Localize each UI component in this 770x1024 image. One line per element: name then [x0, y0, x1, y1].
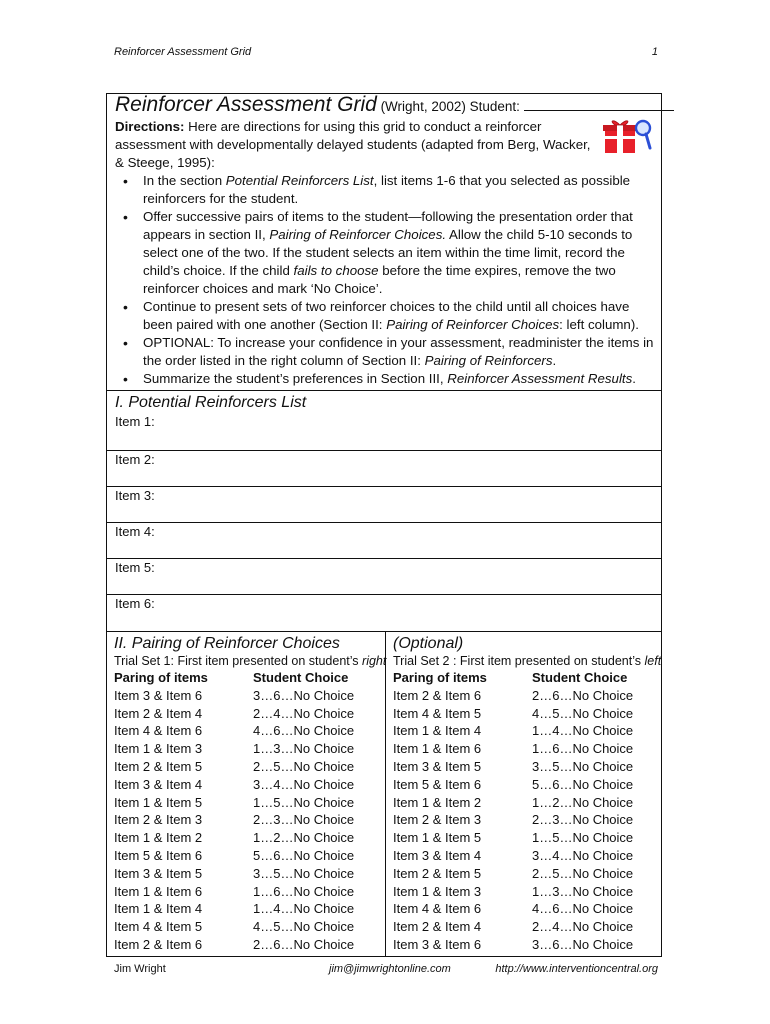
student-choice-options[interactable]: 3…5…No Choice	[253, 865, 355, 881]
pairing-items: Item 3 & Item 5	[114, 865, 203, 881]
pairing-row	[114, 722, 381, 740]
student-choice-options[interactable]: 5…6…No Choice	[532, 776, 634, 792]
potential-reinforcers-section	[107, 391, 661, 632]
student-choice-options[interactable]: 2…3…No Choice	[532, 812, 634, 828]
pairing-row	[393, 811, 659, 829]
item-row-2[interactable]: Item 2:	[107, 451, 661, 487]
pairing-row	[393, 829, 659, 847]
pairing-items: Item 4 & Item 5	[393, 705, 482, 721]
pairing-row	[114, 776, 381, 794]
instruction-text: , list items 1-6 that you selected as possible reinforcers for the student.	[143, 173, 631, 206]
instruction-emphasis: Reinforcer Assessment Results	[447, 371, 633, 386]
pairing-items: Item 2 & Item 3	[393, 812, 482, 828]
trial-set-1-rows	[114, 687, 381, 954]
choice-column-header: Student Choice	[532, 670, 628, 685]
trial-set-1-caption	[114, 653, 387, 669]
student-choice-options[interactable]: 4…6…No Choice	[253, 723, 355, 739]
student-choice-options[interactable]: 2…6…No Choice	[253, 936, 355, 952]
pairing-items: Item 2 & Item 5	[393, 865, 482, 881]
pairing-items: Item 2 & Item 4	[114, 705, 203, 721]
student-choice-options[interactable]: 3…6…No Choice	[532, 936, 634, 952]
optional-title: (Optional)	[393, 635, 464, 652]
pairing-items: Item 3 & Item 6	[114, 687, 203, 703]
student-choice-options[interactable]: 1…4…No Choice	[532, 723, 634, 739]
student-choice-options[interactable]: 2…3…No Choice	[253, 812, 355, 828]
trial-set-2-rows	[393, 687, 659, 954]
page-header	[114, 46, 658, 58]
pairing-items: Item 4 & Item 6	[114, 723, 203, 739]
pairing-items: Item 3 & Item 5	[393, 758, 482, 774]
citation: (Wright, 2002)	[376, 99, 470, 114]
pairing-row	[393, 936, 659, 954]
directions-section	[107, 94, 661, 391]
instruction-emphasis: Pairing of Reinforcer Choices	[386, 317, 560, 332]
pairing-row	[393, 758, 659, 776]
instruction-text: In the section	[143, 173, 226, 188]
pairing-row	[114, 918, 381, 936]
pairing-items: Item 2 & Item 3	[114, 812, 203, 828]
pairing-row	[393, 740, 659, 758]
pairing-row	[393, 776, 659, 794]
pairing-row	[393, 687, 659, 705]
pairing-row	[393, 847, 659, 865]
directions-body: Here are directions for using this grid to conduct a reinforcer assessment with developmentally delayed students (adapted from Berg, Wacker, & Steege, 1995):	[115, 119, 591, 170]
section2-title: II. Pairing of Reinforcer Choices	[114, 635, 340, 652]
student-choice-options[interactable]: 1…5…No Choice	[253, 794, 355, 810]
instruction-text: Continue to present sets of two reinforcer choices to the child until all choices have been paired with one another (Section II:	[143, 299, 630, 332]
instruction-text: .	[552, 353, 557, 368]
instruction-item	[143, 334, 655, 370]
pairing-row	[114, 794, 381, 812]
pairing-items: Item 5 & Item 6	[114, 847, 203, 863]
student-choice-options[interactable]: 1…2…No Choice	[253, 830, 355, 846]
directions-text	[115, 118, 655, 172]
pairing-column-header: Paring of items	[393, 670, 487, 685]
pairing-row	[114, 705, 381, 723]
item-row-4[interactable]: Item 4:	[107, 523, 661, 559]
trial-set-2-header	[393, 669, 659, 687]
trial-set-1-text: Trial Set 1: First item presented on student’s	[114, 654, 363, 668]
pairing-items: Item 4 & Item 6	[393, 901, 482, 917]
pairing-row	[114, 865, 381, 883]
page-number: 1	[651, 46, 658, 58]
instruction-emphasis: Potential Reinforcers List	[225, 173, 374, 188]
pairing-row	[393, 794, 659, 812]
pairing-items: Item 2 & Item 4	[393, 919, 482, 935]
student-choice-options[interactable]: 1…6…No Choice	[532, 741, 634, 757]
student-choice-options[interactable]: 1…4…No Choice	[253, 901, 355, 917]
student-choice-options[interactable]: 1…5…No Choice	[532, 830, 634, 846]
pairing-items: Item 1 & Item 6	[393, 741, 482, 757]
student-name-field[interactable]	[524, 96, 674, 111]
student-choice-options[interactable]: 2…6…No Choice	[532, 687, 634, 703]
student-choice-options[interactable]: 2…5…No Choice	[532, 865, 634, 881]
instruction-text: .	[632, 371, 636, 386]
pairing-column-header: Paring of items	[114, 670, 208, 685]
student-choice-options[interactable]: 3…4…No Choice	[532, 847, 634, 863]
pairing-items: Item 5 & Item 6	[393, 776, 482, 792]
grid-title: Reinforcer Assessment Grid	[115, 93, 377, 116]
student-choice-options[interactable]: 4…6…No Choice	[532, 901, 634, 917]
student-choice-options[interactable]: 2…4…No Choice	[253, 705, 355, 721]
pairing-items: Item 3 & Item 6	[393, 936, 482, 952]
footer-author: Jim Wright	[114, 963, 166, 975]
choice-column-header: Student Choice	[253, 670, 349, 685]
instruction-text: before the time expires, remove the two reinforcer choices and mark ‘No Choice’.	[143, 263, 616, 296]
footer-email[interactable]: jim@jimwrightonline.com	[329, 963, 451, 975]
instruction-item	[143, 370, 655, 388]
student-choice-options[interactable]: 5…6…No Choice	[253, 847, 355, 863]
pairing-items: Item 2 & Item 5	[114, 758, 203, 774]
instruction-text: Offer successive pairs of items to the student—following the presentation order that appears in section II,	[143, 209, 633, 242]
pairing-row	[393, 900, 659, 918]
pairing-row	[393, 705, 659, 723]
assessment-grid	[106, 93, 662, 957]
student-choice-options[interactable]: 1…2…No Choice	[532, 794, 634, 810]
pairing-row	[114, 740, 381, 758]
instruction-item	[143, 172, 655, 208]
instruction-text: OPTIONAL: To increase your confidence in your assessment, readminister the items in the order listed in the right column of Section II:	[143, 335, 654, 368]
trial-set-2-side: left	[644, 654, 662, 668]
student-choice-options[interactable]: 1…3…No Choice	[532, 883, 634, 899]
pairing-items: Item 1 & Item 3	[393, 883, 482, 899]
pairing-row	[114, 758, 381, 776]
instruction-text: Summarize the student’s preferences in Section III,	[143, 371, 448, 386]
item-row-1[interactable]: Item 1:	[107, 413, 661, 451]
pairing-row	[114, 811, 381, 829]
pairing-row	[393, 865, 659, 883]
directions-label: Directions:	[115, 119, 185, 134]
instruction-item	[143, 208, 655, 298]
pairing-items: Item 3 & Item 4	[393, 847, 482, 863]
section1-title: I. Potential Reinforcers List	[115, 394, 307, 411]
pairing-row	[114, 847, 381, 865]
pairing-row	[114, 900, 381, 918]
student-label: Student:	[469, 99, 520, 114]
instruction-list	[115, 172, 655, 388]
pairing-items: Item 1 & Item 4	[114, 901, 203, 917]
pairing-items: Item 4 & Item 5	[114, 919, 203, 935]
instruction-text: : left column).	[559, 317, 639, 332]
trial-set-1-side: right	[362, 654, 387, 668]
pairing-items: Item 1 & Item 5	[114, 794, 203, 810]
pairing-section	[107, 632, 661, 956]
instruction-text: Allow the child 5-10 seconds to select one of the two. If the student selects an item within the time limit, record the child’s choice. If the child	[143, 227, 633, 278]
pairing-items: Item 1 & Item 3	[114, 741, 203, 757]
pairing-row	[114, 936, 381, 954]
item-row-3[interactable]: Item 3:	[107, 487, 661, 523]
student-choice-options[interactable]: 1…3…No Choice	[253, 741, 355, 757]
pairing-row	[393, 918, 659, 936]
pairing-items: Item 3 & Item 4	[114, 776, 203, 792]
student-choice-options[interactable]: 1…6…No Choice	[253, 883, 355, 899]
pairing-items: Item 1 & Item 2	[114, 830, 203, 846]
page-header-title: Reinforcer Assessment Grid	[114, 46, 252, 58]
pairing-row	[114, 687, 381, 705]
pairing-items: Item 2 & Item 6	[114, 936, 203, 952]
instruction-item	[143, 298, 655, 334]
pairing-row	[114, 829, 381, 847]
student-choice-options[interactable]: 3…6…No Choice	[253, 687, 355, 703]
instruction-emphasis: Pairing of Reinforcers	[424, 353, 553, 368]
trial-set-1	[107, 632, 386, 956]
grid-title-line	[115, 93, 655, 116]
item-row-5[interactable]: Item 5:	[107, 559, 661, 595]
trial-set-2-text: Trial Set 2 : First item presented on student’s	[393, 654, 645, 668]
footer-website[interactable]: http://www.interventioncentral.org	[495, 963, 658, 975]
pairing-items: Item 1 & Item 2	[393, 794, 482, 810]
trial-set-1-header	[114, 669, 381, 687]
gift-icon	[603, 118, 653, 154]
student-choice-options[interactable]: 3…4…No Choice	[253, 776, 355, 792]
pairing-items: Item 1 & Item 6	[114, 883, 203, 899]
trial-set-2-caption	[393, 653, 662, 669]
student-choice-options[interactable]: 2…4…No Choice	[532, 919, 634, 935]
pairing-row	[393, 883, 659, 901]
pairing-items: Item 2 & Item 6	[393, 687, 482, 703]
student-choice-options[interactable]: 2…5…No Choice	[253, 758, 355, 774]
pairing-row	[393, 722, 659, 740]
student-choice-options[interactable]: 3…5…No Choice	[532, 758, 634, 774]
item-row-6[interactable]: Item 6:	[115, 596, 155, 611]
magnifier-icon	[636, 121, 650, 148]
pairing-row	[114, 883, 381, 901]
instruction-emphasis: Pairing of Reinforcer Choices.	[269, 227, 447, 242]
pairing-items: Item 1 & Item 5	[393, 830, 482, 846]
student-choice-options[interactable]: 4…5…No Choice	[532, 705, 634, 721]
instruction-emphasis: fails to choose	[293, 263, 379, 278]
pairing-items: Item 1 & Item 4	[393, 723, 482, 739]
student-choice-options[interactable]: 4…5…No Choice	[253, 919, 355, 935]
trial-set-2	[386, 632, 663, 956]
